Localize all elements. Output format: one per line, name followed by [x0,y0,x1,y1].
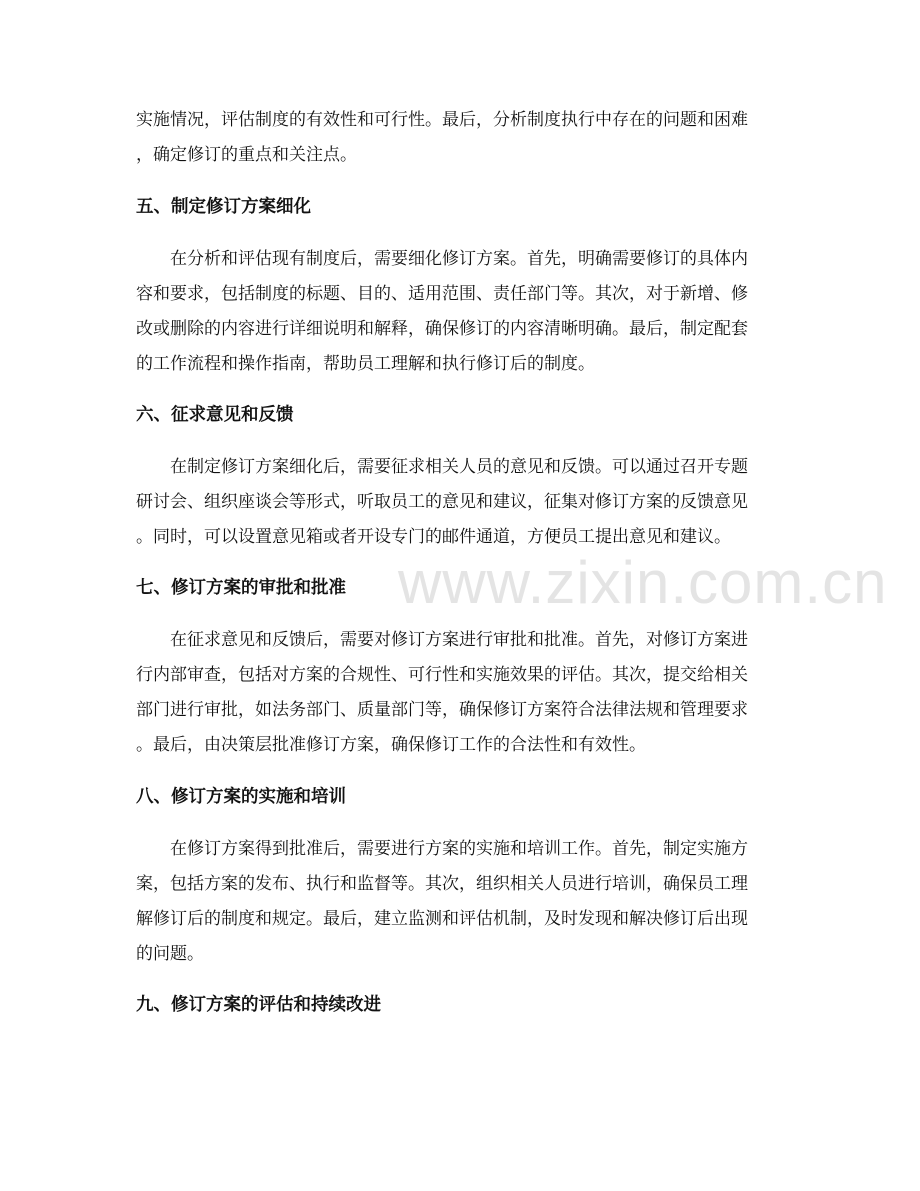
paragraph-line: 改或删除的内容进行详细说明和解释，确保修订的内容清晰明确。最后，制定配套 [136,319,748,339]
watermark: www.zixin.com.cn [398,549,888,616]
section-heading: 六、征求意见和反馈 [136,405,294,425]
paragraph-line: 实施情况，评估制度的有效性和可行性。最后，分析制度执行中存在的问题和困难 [136,110,748,130]
section-heading: 九、修订方案的评估和持续改进 [136,995,381,1015]
section-paragraph-6 [136,450,786,555]
paragraph-line: 案，包括方案的发布、执行和监督等。其次，组织相关人员进行培训，确保员工理 [136,874,748,894]
section-heading-7 [136,571,786,606]
paragraph-line: 在修订方案得到批准后，需要进行方案的实施和培训工作。首先，制定实施方 [170,839,748,859]
paragraph-line: 。同时，可以设置意见箱或者开设专门的邮件通道，方便员工提出意见和建议。 [136,527,731,547]
paragraph-line: 部门进行审批，如法务部门、质量部门等，确保修订方案符合法律法规和管理要求 [136,700,748,720]
section-heading: 八、修订方案的实施和培训 [136,787,346,807]
paragraph-line: 研讨会、组织座谈会等形式，听取员工的意见和建议，征集对修订方案的反馈意见 [136,492,748,512]
paragraph-line: 在制定修订方案细化后，需要征求相关人员的意见和反馈。可以通过召开专题 [170,457,748,477]
section-heading-5 [136,190,786,225]
paragraph-line: 解修订后的制度和规定。最后，建立监测和评估机制，及时发现和解决修订后出现 [136,909,748,929]
paragraph-line: 的问题。 [136,944,204,964]
section-paragraph-7 [136,623,786,763]
section-heading-6 [136,398,786,433]
section-paragraph-5 [136,242,786,382]
section-heading-8 [136,780,786,815]
section-heading: 五、制定修订方案细化 [136,197,311,217]
paragraph-line: 的工作流程和操作指南，帮助员工理解和执行修订后的制度。 [136,354,595,374]
paragraph-line: 在分析和评估现有制度后，需要细化修订方案。首先，明确需要修订的具体内 [170,249,748,269]
section-heading: 七、修订方案的审批和批准 [136,578,346,598]
paragraph-line: ，确定修订的重点和关注点。 [136,145,357,165]
section-paragraph-8 [136,832,786,972]
paragraph-line: 。最后，由决策层批准修订方案，确保修订工作的合法性和有效性。 [136,735,646,755]
paragraph-line: 行内部审查，包括对方案的合规性、可行性和实施效果的评估。其次，提交给相关 [136,665,748,685]
paragraph-line: 在征求意见和反馈后，需要对修订方案进行审批和批准。首先，对修订方案进 [170,630,748,650]
intro-paragraph [136,103,786,173]
section-heading-9 [136,988,786,1023]
paragraph-line: 容和要求，包括制度的标题、目的、适用范围、责任部门等。其次，对于新增、修 [136,284,748,304]
